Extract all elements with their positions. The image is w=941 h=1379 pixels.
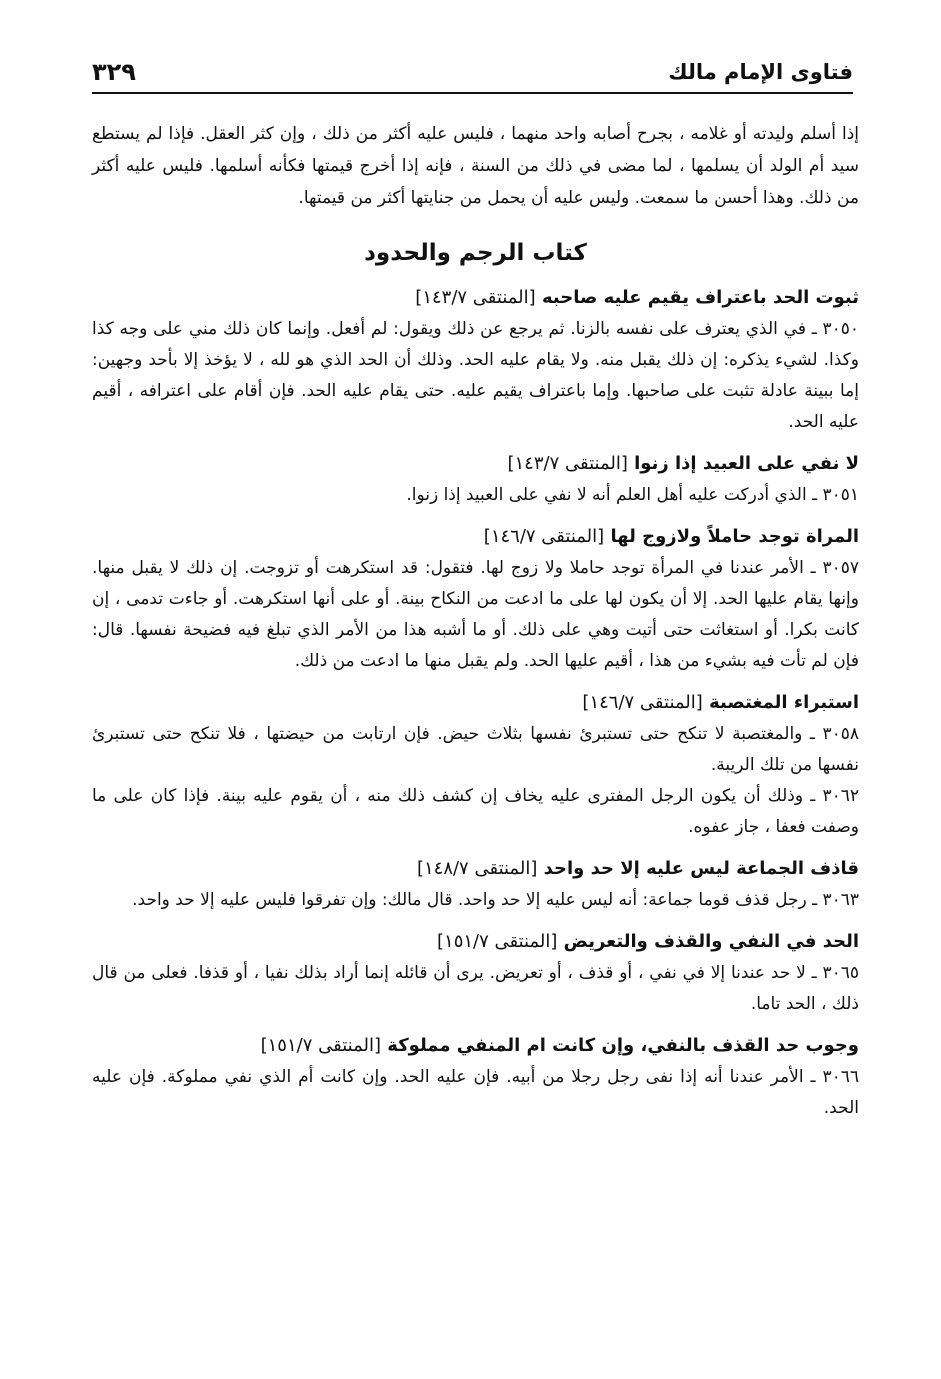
section-heading	[92, 926, 859, 958]
section-heading	[92, 1030, 859, 1062]
section	[92, 521, 859, 677]
intro-paragraph: إذا أسلم وليدته أو غلامه ، بجرح أصابه واحد منهما ، فليس عليه أكثر من ذلك ، وإن كثر العقل. فإذا لم يستطع سيد أم الولد أن يسلمها ، لما مضى في ذلك من السنة ، فإنه إذا أخرج قيمتها فكأنه أسلمها. فليس عليه أكثر من ذلك. وهذا أحسن ما سمعت. وليس عليه أن يحمل من جنايتها أكثر من قيمتها.	[92, 124, 859, 208]
running-title: فتاوى الإمام مالك	[668, 60, 853, 84]
page-number: ٣٢٩	[92, 58, 136, 86]
section-title: وجوب حد القذف بالنفي، وإن كانت ام المنفي مملوكة	[387, 1035, 859, 1056]
numbered-entry: ٣٠٥١ ـ الذي أدركت عليه أهل العلم أنه لا نفي على العبيد إذا زنوا.	[406, 485, 859, 505]
section-title: ثبوت الحد باعتراف يقيم عليه صاحبه	[541, 287, 859, 308]
section	[92, 1030, 859, 1124]
numbered-entry: ٣٠٦٢ ـ وذلك أن يكون الرجل المفترى عليه يخاف إن كشف ذلك منه ، أن يقوم عليه بينة. فإذا كان على ما وصفت فعفا ، جاز عفوه.	[92, 786, 859, 837]
section	[92, 926, 859, 1020]
numbered-entry: ٣٠٥٠ ـ في الذي يعترف على نفسه بالزنا. ثم يرجع عن ذلك ويقول: لم أفعل. وإنما كان ذلك مني على وجه كذا وكذا. لشيء يذكره: إن ذلك يقبل منه. ولا يقام عليه الحد. وذلك أن الحد الذي هو لله ، لا يؤخذ إلا بأحد وجهين: إما ببينة عادلة تثبت على صاحبها. وإما باعتراف يقيم عليه. حتى يقام عليه الحد. فإن أقام على اعترافه ، أقيم عليه الحد.	[92, 319, 859, 432]
section-heading	[92, 282, 859, 314]
section-reference: [المنتقى ١٤٨/٧]	[416, 858, 538, 879]
section-reference: [المنتقى ١٥١/٧]	[260, 1035, 381, 1056]
section-title: استبراء المغتصبة	[709, 692, 859, 713]
section-title: المراة توجد حاملاً ولازوج لها	[610, 526, 859, 547]
section-title: لا نفي على العبيد إذا زنوا	[634, 453, 859, 474]
section-reference: [المنتقى ١٤٦/٧]	[582, 692, 703, 713]
numbered-entry: ٣٠٥٨ ـ والمغتصبة لا تنكح حتى تستبرئ نفسها بثلاث حيض. فإن ارتابت من حيضتها ، فلا تنكح حتى تستبرئ نفسها من تلك الريبة.	[92, 724, 859, 775]
section-reference: [المنتقى ١٥١/٧]	[437, 931, 558, 952]
running-header	[92, 52, 853, 94]
section	[92, 853, 859, 916]
numbered-entry: ٣٠٦٦ ـ الأمر عندنا أنه إذا نفى رجل رجلا من أبيه. فإن عليه الحد. وإن كانت أم الذي نفي مملوكة. فإن عليه الحد.	[92, 1067, 859, 1118]
section	[92, 282, 859, 438]
section-heading	[92, 853, 859, 885]
section-reference: [المنتقى ١٤٣/٧]	[507, 453, 628, 474]
section-reference: [المنتقى ١٤٣/٧]	[415, 287, 536, 308]
section-title: الحد في النفي والقذف والتعريض	[563, 931, 859, 952]
section-title: قاذف الجماعة ليس عليه إلا حد واحد	[543, 858, 859, 879]
numbered-entry: ٣٠٥٧ ـ الأمر عندنا في المرأة توجد حاملا ولا زوج لها. فتقول: قد استكرهت أو تزوجت. إن ذلك لا يقبل منها. وإنها يقام عليها الحد. إلا أن يكون لها على ما ادعت من النكاح بينة. أو على أنها استكرهت. أو جاءت تدمى ، إن كانت بكرا. أو استغاثت حتى أتيت وهي على ذلك. أو ما أشبه هذا من الأمر الذي تبلغ فيه فضيحة نفسها. قال: فإن لم تأت فيه بشيء من هذا ، أقيم عليها الحد. ولم يقبل منها ما ادعت من ذلك.	[92, 558, 859, 671]
section	[92, 448, 859, 511]
numbered-entry: ٣٠٦٣ ـ رجل قذف قوما جماعة: أنه ليس عليه إلا حد واحد. قال مالك: وإن تفرقوا فليس عليه إلا حد واحد.	[132, 890, 859, 910]
numbered-entry: ٣٠٦٥ ـ لا حد عندنا إلا في نفي ، أو قذف ، أو تعريض. يرى أن قائله إنما أراد بذلك نفيا ، أو قذفا. فعلى من قال ذلك ، الحد تاما.	[92, 963, 859, 1014]
chapter-title: كتاب الرجم والحدود	[364, 240, 587, 266]
section-reference: [المنتقى ١٤٦/٧]	[483, 526, 605, 547]
section-heading	[92, 521, 859, 553]
page-content	[92, 118, 859, 1124]
section-heading	[92, 687, 859, 719]
section-heading	[92, 448, 859, 480]
section	[92, 687, 859, 843]
